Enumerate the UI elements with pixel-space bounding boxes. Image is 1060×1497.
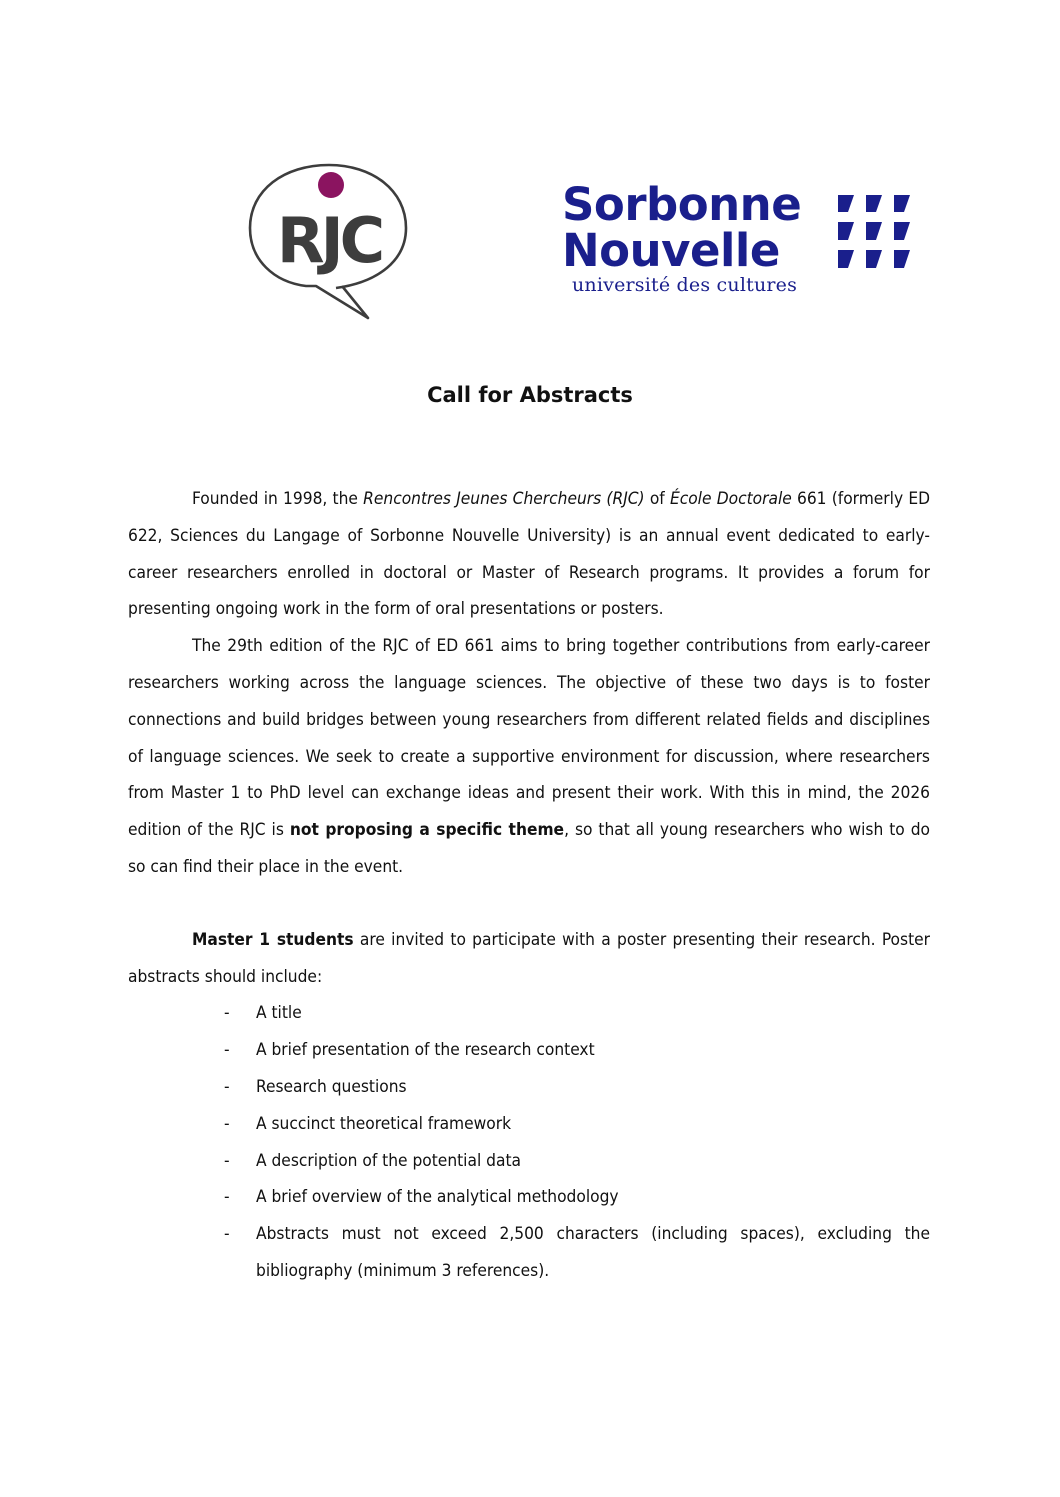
list-item-text: A description of the potential data (256, 1150, 521, 1171)
rjc-name: Rencontres Jeunes Chercheurs (RJC) (363, 489, 645, 509)
text-segment: The 29th edition of the RJC of ED 661 aims to bring together contributions from early-career researchers working across the language sciences. The objective of these two days is to foster connections and build bridges between young researchers from different related fields and disciplines of language sciences. We seek to create a supportive environment for discussion, where researchers from Master 1 to PhD level can exchange ideas and present their work. With this in mind, the 2026 edition of the RJC is (128, 636, 930, 841)
rjc-dot (318, 172, 344, 198)
list-item-text: A brief overview of the analytical methodology (256, 1187, 619, 1208)
bullet-dash: - (224, 1150, 230, 1171)
bullet-dash: - (224, 1040, 230, 1061)
text-segment: Founded in 1998, the (192, 489, 364, 509)
list-item-text: A title (256, 1003, 302, 1024)
rjc-logo-text: RJC (276, 204, 382, 277)
bullet-dash: - (224, 1187, 230, 1208)
poster-requirements-list (128, 995, 930, 1289)
list-item (128, 1106, 930, 1143)
master1-emphasis: Master 1 students (192, 929, 354, 950)
logo-line-sorbonne: Sorbonne (562, 178, 802, 231)
sorbonne-nouvelle-logo (560, 178, 920, 298)
bullet-dash: - (224, 1003, 230, 1024)
list-item-text: Research questions (256, 1076, 407, 1097)
list-item (128, 1216, 930, 1290)
list-item-text: Abstracts must not exceed 2,500 characters (including spaces), excluding the bibliography (minimum 3 references). (256, 1224, 930, 1281)
rjc-logo (244, 160, 414, 325)
list-item (128, 1069, 930, 1106)
page-title: Call for Abstracts (427, 383, 633, 407)
list-item (128, 1032, 930, 1069)
text-segment: 661 (formerly ED 622, Sciences du Langage of Sorbonne Nouvelle University) is an annual event dedicated to early-career researchers enrolled in doctoral or Master of Research programs. It provides a forum for presenting ongoing work in the form of oral presentations or posters. (128, 489, 931, 620)
text-segment: , so that all young researchers who wish to do so can find their place in the event. (128, 820, 931, 877)
document-body (128, 481, 930, 1290)
master1-paragraph (128, 922, 930, 996)
bullet-dash: - (224, 1076, 230, 1097)
bullet-dash: - (224, 1113, 230, 1134)
list-item-text: A succinct theoretical framework (256, 1113, 512, 1134)
spacer (128, 886, 930, 922)
edition-paragraph (128, 628, 930, 886)
logo-line-nouvelle: Nouvelle (562, 224, 780, 277)
sorbonne-grid-icon (836, 192, 916, 270)
bullet-dash: - (224, 1224, 230, 1245)
ecole-doctorale: École Doctorale (669, 489, 792, 509)
intro-paragraph (128, 481, 930, 628)
list-item-text: A brief presentation of the research context (256, 1040, 595, 1061)
list-item (128, 1143, 930, 1180)
list-item (128, 995, 930, 1032)
text-segment: of (644, 489, 670, 509)
list-item (128, 1179, 930, 1216)
no-theme-emphasis: not proposing a specific theme (289, 820, 565, 841)
logo-tagline: université des cultures (572, 274, 798, 296)
text-segment: are invited to participate with a poster presenting their research. Poster abstracts should include: (128, 929, 930, 987)
